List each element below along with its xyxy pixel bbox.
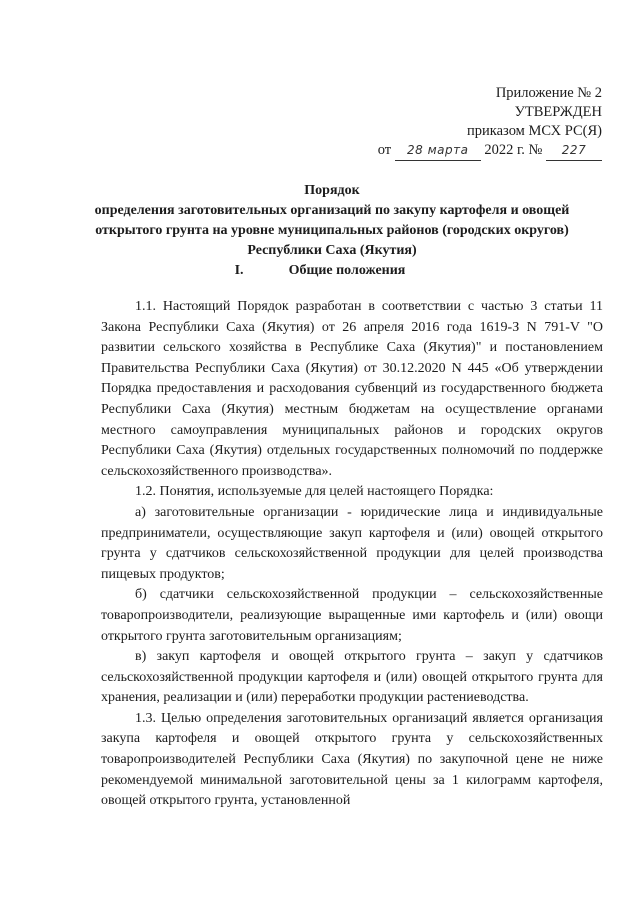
paragraph-1-2: 1.2. Понятия, используемые для целей настоящего Порядка: bbox=[135, 484, 494, 500]
paragraph-item-v: в) закуп картофеля и овощей открытого грунта – закуп у сдатчиков сельскохозяйственной продукции картофеля и (или) овощей открытого грунта для хранения, реализации и (или) переработки продукции растениеводства. bbox=[101, 649, 603, 706]
paragraph-1-3: 1.3. Целью определения заготовительных организаций является организация закупа картофеля и овощей открытого грунта у сельскохозяйственных товаропроизводителей Республики Саха (Якутия) по закупочной цене не ниже рекомендуемой минимальной заготовительной цены за 1 килограмм картофеля, овощей открытого грунта, установленной bbox=[101, 710, 603, 809]
year-label: 2022 г. № bbox=[484, 142, 543, 158]
handwritten-date: 28 марта bbox=[395, 141, 481, 161]
paragraph-1-1: 1.1. Настоящий Порядок разработан в соответствии с частью 3 статьи 11 Закона Республики Саха (Якутия) от 26 апреля 2016 года 1619-З N 791-V "О развитии сельского хозяйства в Республике Саха (Якутия)" и постановлением Правительства Республики Саха (Якутия) от 30.12.2020 N 445 «Об утверждении Порядка предоставления и расходования субвенций из государственного бюджета Республики Саха (Якутия) местным бюджетам на осуществление органами местного самоуправления муниципальных районов и городских округов Республики Саха (Якутия) отдельных государственных полномочий по поддержке сельскохозяйственного производства». bbox=[101, 299, 603, 479]
order-date-line bbox=[378, 141, 602, 161]
body-text bbox=[101, 297, 603, 812]
appendix-label: Приложение № 2 bbox=[495, 85, 602, 101]
approved-label: УТВЕРЖДЕН bbox=[514, 104, 602, 120]
document-title bbox=[60, 181, 604, 261]
handwritten-number: 227 bbox=[546, 141, 602, 161]
section-heading bbox=[0, 263, 640, 279]
order-label: приказом МСХ РС(Я) bbox=[467, 123, 602, 139]
section-title: Общие положения bbox=[288, 263, 406, 278]
from-label: от bbox=[377, 142, 392, 158]
approval-block bbox=[378, 84, 602, 161]
paragraph-item-a: а) заготовительные организации - юридические лица и индивидуальные предприниматели, осуществляющие закуп картофеля и (или) овощей открытого грунта у сдатчиков сельскохозяйственной продукции для целей производства пищевых продуктов; bbox=[101, 504, 603, 582]
title-main: Порядок bbox=[304, 183, 360, 198]
section-number: I. bbox=[234, 263, 244, 278]
paragraph-item-b: б) сдатчики сельскохозяйственной продукции – сельскохозяйственные товаропроизводители, реализующие выращенные ими картофель и (или) овощи открытого грунта заготовительным организациям; bbox=[101, 587, 603, 644]
title-subtitle: определения заготовительных организаций по закупу картофеля и овощей открытого грунта на уровне муниципальных районов (городских округов) Республики Саха (Якутия) bbox=[94, 203, 570, 258]
